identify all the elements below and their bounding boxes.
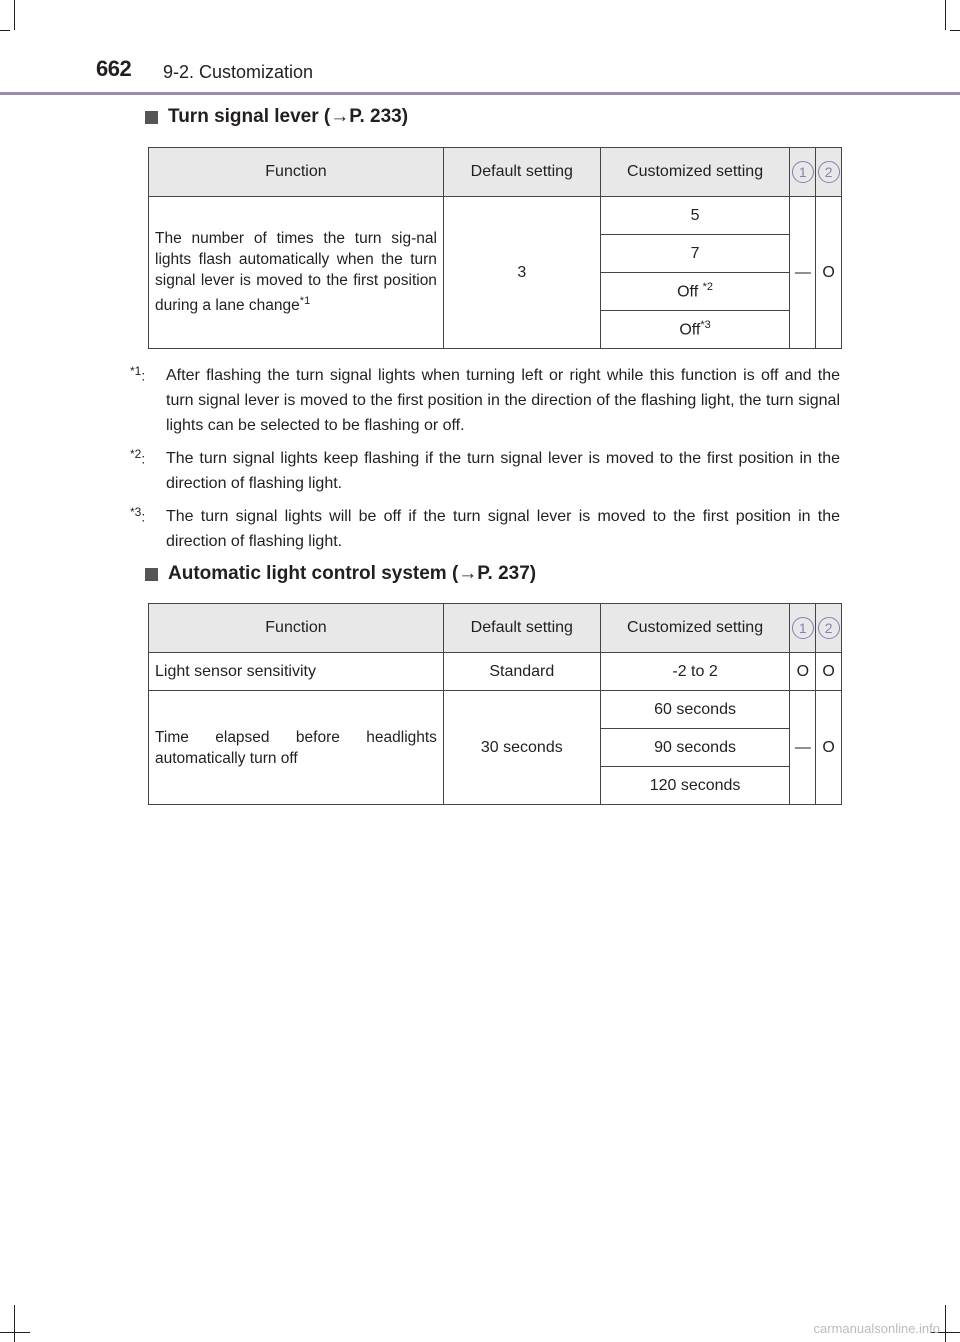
number-1-icon: 1 bbox=[792, 161, 814, 183]
col-2 bbox=[816, 148, 842, 197]
table-header-row bbox=[149, 604, 842, 653]
turn-signal-heading bbox=[145, 106, 408, 128]
option-cell: 90 seconds bbox=[600, 729, 790, 767]
crop-mark bbox=[945, 0, 946, 30]
footnote-ref: *3 bbox=[700, 319, 711, 332]
col-function: Function bbox=[149, 148, 444, 197]
option-cell: 7 bbox=[600, 235, 790, 273]
option-cell: 5 bbox=[600, 197, 790, 235]
col-1 bbox=[790, 148, 816, 197]
footnote-mark-text: *2 bbox=[130, 447, 142, 461]
square-bullet-icon bbox=[145, 568, 158, 581]
auto-light-table bbox=[148, 603, 842, 805]
number-2-icon: 2 bbox=[818, 161, 840, 183]
footnote-mark-text: *3 bbox=[130, 505, 142, 519]
footnote-text: The turn signal lights keep flashing if the turn signal lever is moved to the first position in the direction of flashing light. bbox=[166, 450, 840, 492]
footnote-ref: *2 bbox=[702, 281, 714, 294]
footnote-mark: $^{*2}$: bbox=[130, 447, 146, 467]
footnote-mark-text: *1 bbox=[130, 364, 142, 378]
table-row bbox=[149, 691, 842, 729]
col-2-value: O bbox=[816, 197, 842, 349]
auto-light-heading bbox=[145, 563, 536, 585]
footnote-text: The turn signal lights will be off if the turn signal lever is moved to the first position in the direction of flashing light. bbox=[166, 508, 840, 550]
number-1-icon: 1 bbox=[792, 617, 814, 639]
col-2-value: O bbox=[816, 691, 842, 805]
table-row bbox=[149, 653, 842, 691]
col-function: Function bbox=[149, 604, 444, 653]
square-bullet-icon bbox=[145, 111, 158, 124]
footnote-ref: *1 bbox=[299, 295, 311, 308]
footnote-text: After flashing the turn signal lights when turning left or right while this function is off and the turn signal lever is moved to the first position in the direction of the flashing light, the turn signal lights can be selected to be flashing or off. bbox=[166, 367, 840, 434]
crop-mark bbox=[0, 1332, 30, 1333]
headlight-off-function: Time elapsed before headlights automatically turn off bbox=[149, 691, 444, 805]
col-1-value: O bbox=[790, 653, 816, 691]
auto-light-heading-text: Automatic light control system (→P. 237) bbox=[168, 563, 537, 584]
light-sensor-function: Light sensor sensitivity bbox=[149, 653, 444, 691]
col-1-value: — bbox=[790, 691, 816, 805]
col-1-value: — bbox=[790, 197, 816, 349]
option-text: Off bbox=[677, 283, 699, 301]
footnote-3 bbox=[130, 504, 840, 554]
col-default: Default setting bbox=[443, 604, 600, 653]
footnote-1 bbox=[130, 363, 840, 438]
crop-mark bbox=[950, 30, 960, 31]
table-row bbox=[149, 197, 842, 235]
footnote-2 bbox=[130, 446, 840, 496]
crop-mark bbox=[945, 1305, 946, 1342]
crop-mark bbox=[14, 1305, 15, 1342]
option-cell: 120 seconds bbox=[600, 767, 790, 805]
turn-signal-function bbox=[149, 197, 444, 349]
crop-mark bbox=[14, 0, 15, 30]
turn-signal-table bbox=[148, 147, 842, 349]
function-text: The number of times the turn sig-nal lights flash automatically when the turn signal lever is moved to the first position during a lane change bbox=[155, 230, 437, 315]
table-header-row bbox=[149, 148, 842, 197]
watermark: carmanualsonline.info bbox=[813, 1321, 940, 1336]
col-1 bbox=[790, 604, 816, 653]
option-cell bbox=[600, 273, 790, 311]
col-default: Default setting bbox=[443, 148, 600, 197]
headlight-off-default: 30 seconds bbox=[443, 691, 600, 805]
page-number: 662 bbox=[96, 56, 132, 81]
light-sensor-default: Standard bbox=[443, 653, 600, 691]
turn-signal-default: 3 bbox=[443, 197, 600, 349]
option-text: Off bbox=[679, 321, 701, 339]
number-2-icon: 2 bbox=[818, 617, 840, 639]
turn-signal-heading-text: Turn signal lever (→P. 233) bbox=[168, 106, 409, 127]
option-cell bbox=[600, 311, 790, 349]
light-sensor-custom: -2 to 2 bbox=[600, 653, 790, 691]
col-customized: Customized setting bbox=[600, 604, 790, 653]
col-2 bbox=[816, 604, 842, 653]
crop-mark bbox=[0, 30, 10, 31]
col-customized: Customized setting bbox=[600, 148, 790, 197]
col-2-value: O bbox=[816, 653, 842, 691]
header-rule bbox=[0, 92, 960, 95]
footnote-mark: $^{*3}$: bbox=[130, 505, 146, 525]
option-cell: 60 seconds bbox=[600, 691, 790, 729]
section-title: 9-2. Customization bbox=[163, 62, 314, 82]
footnote-mark: $^{*1}$: bbox=[130, 364, 146, 384]
